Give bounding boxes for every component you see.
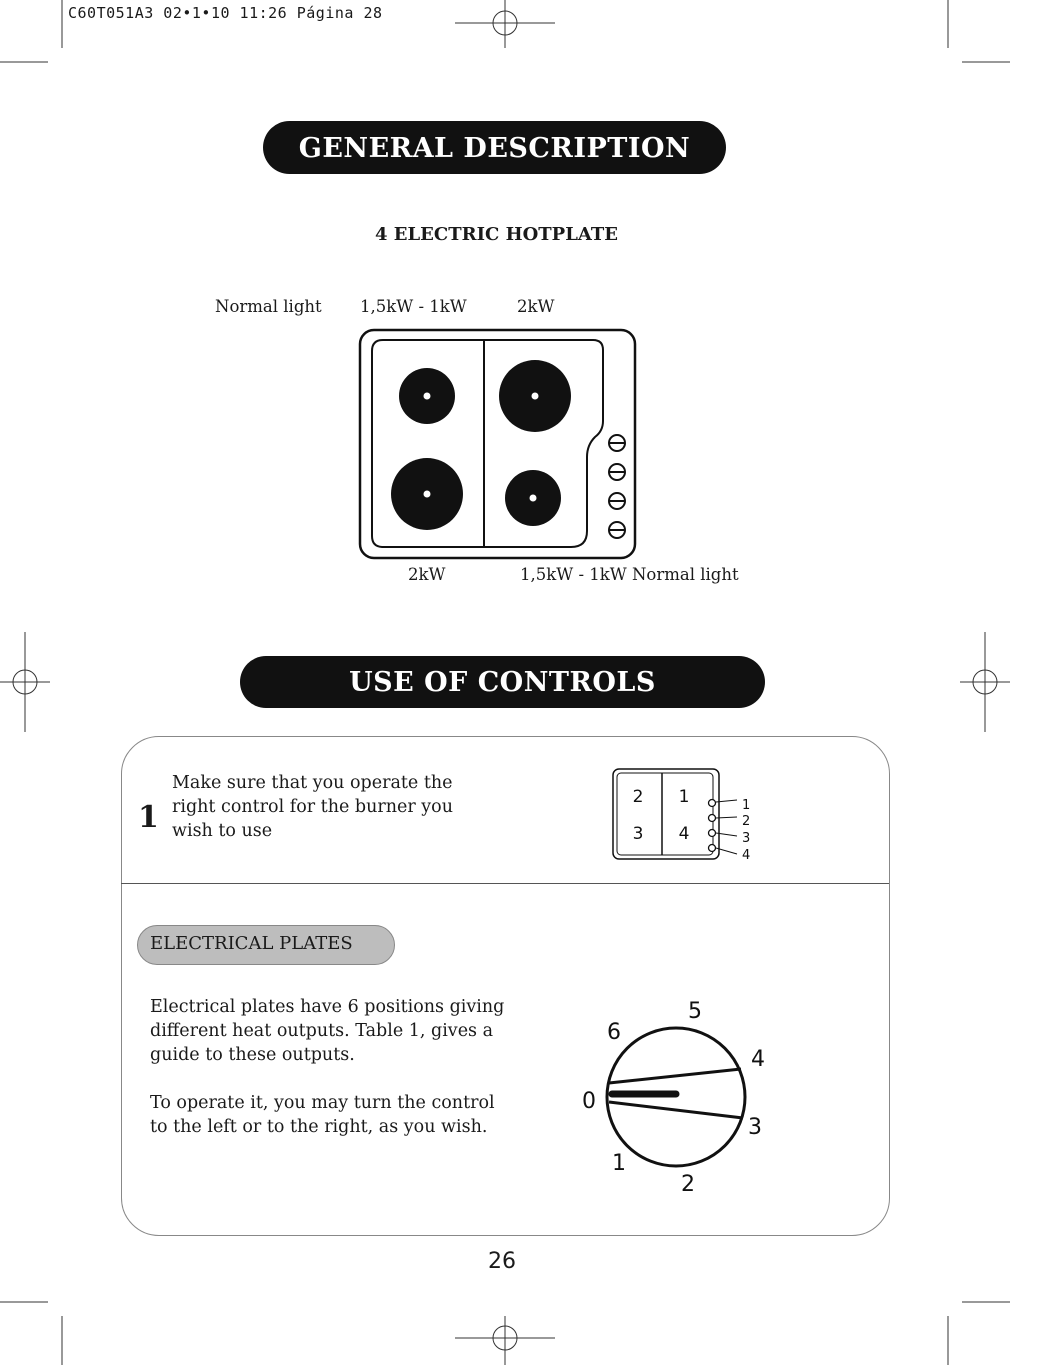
top-label-power-left: 1,5kW - 1kW: [360, 297, 467, 316]
step-text-line: Make sure that you operate the: [172, 773, 453, 793]
electrical-plates-label: ELECTRICAL PLATES: [137, 925, 395, 965]
knob-position-label: 1: [612, 1151, 626, 1176]
bottom-label-power-right: 1,5kW - 1kW Normal light: [520, 565, 739, 584]
top-label-power-right: 2kW: [517, 297, 555, 316]
hotplate-subtitle: 4 ELECTRIC HOTPLATE: [375, 224, 618, 245]
description-line: to the left or to the right, as you wish.: [150, 1117, 488, 1137]
top-label-normal-light: Normal light: [215, 297, 322, 316]
step-text-line: right control for the burner you: [172, 797, 453, 817]
page-number: 26: [488, 1249, 516, 1274]
description-line: Electrical plates have 6 positions giving: [150, 997, 505, 1017]
knob-position-label: 4: [751, 1047, 765, 1072]
general-description-title: GENERAL DESCRIPTION: [298, 133, 691, 164]
step-instructions: [172, 771, 453, 843]
electrical-plates-description: [150, 995, 504, 1139]
description-line: different heat outputs. Table 1, gives a: [150, 1021, 494, 1041]
use-of-controls-title: USE OF CONTROLS: [349, 667, 656, 698]
mini-knob-label: 1: [742, 798, 751, 813]
mini-plate-label: 3: [632, 824, 644, 844]
mini-knob-label: 2: [742, 814, 751, 829]
use-of-controls-heading: [240, 656, 765, 708]
hotplate-diagram: [355, 325, 640, 565]
knob-position-label: 3: [748, 1115, 762, 1140]
mini-plate-label: 1: [678, 787, 690, 807]
mini-plate-label: 4: [678, 824, 690, 844]
knob-position-label: 6: [607, 1020, 621, 1045]
knob-position-label: 2: [681, 1172, 695, 1197]
mini-knob: [709, 830, 716, 837]
print-header: C60T051A3 02•1•10 11:26 Página 28: [68, 4, 383, 22]
description-line: guide to these outputs.: [150, 1045, 355, 1065]
heat-control-knob-diagram: [570, 990, 780, 1200]
step-number: 1: [138, 800, 159, 835]
knob-position-label: 5: [688, 999, 702, 1024]
mini-knob: [709, 800, 716, 807]
mini-knob: [709, 845, 716, 852]
panel-divider: [121, 883, 889, 884]
cooktop-outline: [360, 330, 635, 558]
general-description-heading: [263, 121, 726, 174]
burner-control-map: [608, 765, 758, 865]
mini-knob: [709, 815, 716, 822]
mini-cooktop-outline: [613, 769, 719, 859]
step-text-line: wish to use: [172, 821, 273, 841]
knob-position-label: 0: [582, 1089, 596, 1114]
description-line: To operate it, you may turn the control: [150, 1093, 495, 1113]
mini-plate-label: 2: [632, 787, 644, 807]
mini-knob-label: 3: [742, 831, 751, 846]
bottom-label-power-left: 2kW: [408, 565, 446, 584]
mini-knob-label: 4: [742, 848, 751, 863]
